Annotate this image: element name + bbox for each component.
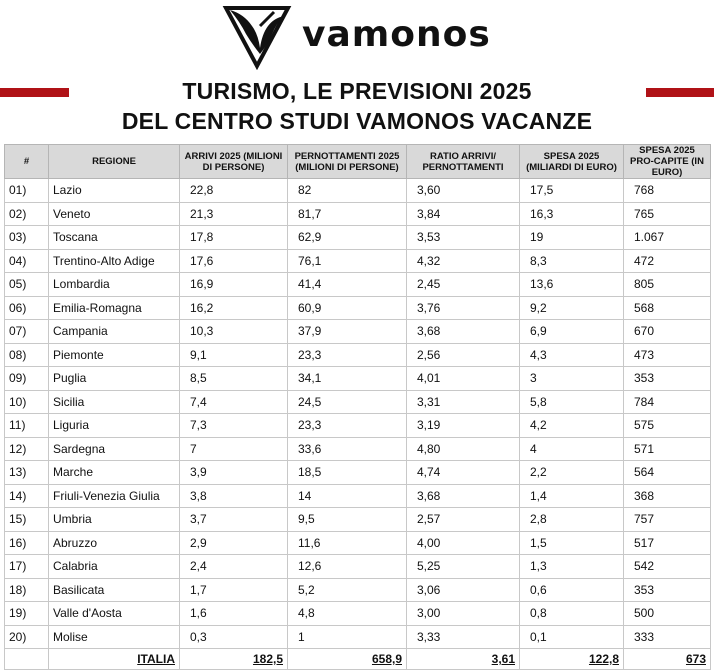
cell-col-spend: 4: [520, 437, 624, 461]
cell-col-region: Abruzzo: [49, 531, 180, 555]
cell-col-spend: 2,8: [520, 508, 624, 532]
cell-col-spend: 0,8: [520, 602, 624, 626]
cell-col-spend: 4,3: [520, 343, 624, 367]
cell-col-spend: 8,3: [520, 249, 624, 273]
cell-col-spend-per-capita: 765: [624, 202, 711, 226]
cell-col-ratio: 4,01: [407, 367, 520, 391]
cell-col-index: 18): [5, 578, 49, 602]
cell-col-arrivals: 7: [180, 437, 288, 461]
cell-col-arrivals: 2,4: [180, 555, 288, 579]
cell-col-spend-per-capita: 353: [624, 578, 711, 602]
cell-col-index: 13): [5, 461, 49, 485]
cell-col-region: Molise: [49, 625, 180, 649]
cell-col-spend-per-capita: 472: [624, 249, 711, 273]
table-row: [5, 249, 711, 273]
cell-col-index: 11): [5, 414, 49, 438]
table-row: [5, 484, 711, 508]
cell-col-region: Sicilia: [49, 390, 180, 414]
table-row: [5, 273, 711, 297]
cell-col-nights: 82: [288, 179, 407, 203]
cell-col-arrivals: 3,8: [180, 484, 288, 508]
cell-col-spend: 5,8: [520, 390, 624, 414]
cell-col-spend: 9,2: [520, 296, 624, 320]
cell-col-ratio: 3,68: [407, 320, 520, 344]
cell-col-region: Campania: [49, 320, 180, 344]
header-col-arrivals: ARRIVI 2025 (MILIONI DI PERSONE): [180, 145, 288, 179]
cell-col-region: Basilicata: [49, 578, 180, 602]
cell-col-spend: 0,1: [520, 625, 624, 649]
table-row: [5, 531, 711, 555]
cell-col-spend-per-capita: 517: [624, 531, 711, 555]
cell-col-nights: 41,4: [288, 273, 407, 297]
cell-col-index: 08): [5, 343, 49, 367]
cell-col-spend-per-capita: 571: [624, 437, 711, 461]
cell-col-ratio: 3,31: [407, 390, 520, 414]
cell-col-region: Emilia-Romagna: [49, 296, 180, 320]
cell-col-arrivals: 0,3: [180, 625, 288, 649]
cell-col-spend: 2,2: [520, 461, 624, 485]
cell-col-nights: 4,8: [288, 602, 407, 626]
cell-col-spend-per-capita: 805: [624, 273, 711, 297]
table-row: [5, 602, 711, 626]
cell-col-arrivals: 3,9: [180, 461, 288, 485]
cell-col-spend: 3: [520, 367, 624, 391]
cell-col-index: 12): [5, 437, 49, 461]
total-col-index: [5, 649, 49, 670]
cell-col-ratio: 4,80: [407, 437, 520, 461]
cell-col-ratio: 3,06: [407, 578, 520, 602]
cell-col-region: Umbria: [49, 508, 180, 532]
cell-col-region: Toscana: [49, 226, 180, 250]
cell-col-arrivals: 7,3: [180, 414, 288, 438]
cell-col-arrivals: 17,8: [180, 226, 288, 250]
cell-col-nights: 76,1: [288, 249, 407, 273]
cell-col-index: 17): [5, 555, 49, 579]
cell-col-index: 06): [5, 296, 49, 320]
cell-col-region: Calabria: [49, 555, 180, 579]
cell-col-region: Friuli-Venezia Giulia: [49, 484, 180, 508]
cell-col-arrivals: 7,4: [180, 390, 288, 414]
table-row: [5, 226, 711, 250]
cell-col-nights: 12,6: [288, 555, 407, 579]
hummingbird-shield-logo-icon: [222, 4, 292, 70]
cell-col-arrivals: 1,6: [180, 602, 288, 626]
cell-col-region: Lazio: [49, 179, 180, 203]
cell-col-nights: 34,1: [288, 367, 407, 391]
cell-col-spend: 17,5: [520, 179, 624, 203]
total-col-spend: 122,8: [520, 649, 624, 670]
table-row: [5, 625, 711, 649]
page-title-line2: DEL CENTRO STUDI VAMONOS VACANZE: [121, 108, 593, 134]
table-total-row: [5, 649, 711, 670]
cell-col-spend-per-capita: 473: [624, 343, 711, 367]
cell-col-spend: 1,4: [520, 484, 624, 508]
cell-col-index: 02): [5, 202, 49, 226]
table-row: [5, 555, 711, 579]
cell-col-index: 09): [5, 367, 49, 391]
cell-col-spend-per-capita: 353: [624, 367, 711, 391]
table-row: [5, 296, 711, 320]
total-col-region: ITALIA: [49, 649, 180, 670]
header-col-spend-per-capita: SPESA 2025 PRO-CAPITE (IN EURO): [624, 145, 711, 179]
cell-col-spend: 16,3: [520, 202, 624, 226]
header-col-nights: PERNOTTAMENTI 2025 (MILIONI DI PERSONE): [288, 145, 407, 179]
cell-col-spend: 0,6: [520, 578, 624, 602]
cell-col-nights: 9,5: [288, 508, 407, 532]
cell-col-spend-per-capita: 670: [624, 320, 711, 344]
cell-col-ratio: 2,56: [407, 343, 520, 367]
table-header-row: [5, 145, 711, 179]
table-row: [5, 367, 711, 391]
cell-col-arrivals: 1,7: [180, 578, 288, 602]
brand-logo: [222, 4, 492, 70]
total-col-nights: 658,9: [288, 649, 407, 670]
cell-col-ratio: 5,25: [407, 555, 520, 579]
table-row: [5, 390, 711, 414]
cell-col-spend-per-capita: 1.067: [624, 226, 711, 250]
table-row: [5, 437, 711, 461]
cell-col-spend-per-capita: 768: [624, 179, 711, 203]
header-col-spend: SPESA 2025 (MILIARDI DI EURO): [520, 145, 624, 179]
cell-col-ratio: 3,00: [407, 602, 520, 626]
table-row: [5, 578, 711, 602]
cell-col-ratio: 3,33: [407, 625, 520, 649]
cell-col-index: 04): [5, 249, 49, 273]
cell-col-region: Lombardia: [49, 273, 180, 297]
brand-name: vamonos: [302, 14, 491, 55]
cell-col-nights: 24,5: [288, 390, 407, 414]
cell-col-nights: 23,3: [288, 414, 407, 438]
cell-col-index: 05): [5, 273, 49, 297]
cell-col-arrivals: 16,2: [180, 296, 288, 320]
table-row: [5, 202, 711, 226]
cell-col-region: Valle d'Aosta: [49, 602, 180, 626]
cell-col-ratio: 4,32: [407, 249, 520, 273]
cell-col-ratio: 2,45: [407, 273, 520, 297]
cell-col-nights: 23,3: [288, 343, 407, 367]
cell-col-nights: 37,9: [288, 320, 407, 344]
cell-col-ratio: 2,57: [407, 508, 520, 532]
header-col-ratio: RATIO ARRIVI/ PERNOTTAMENTI: [407, 145, 520, 179]
cell-col-nights: 14: [288, 484, 407, 508]
cell-col-index: 07): [5, 320, 49, 344]
cell-col-nights: 5,2: [288, 578, 407, 602]
table-row: [5, 508, 711, 532]
cell-col-arrivals: 22,8: [180, 179, 288, 203]
total-col-spend-per-capita: 673: [624, 649, 711, 670]
cell-col-arrivals: 3,7: [180, 508, 288, 532]
cell-col-region: Marche: [49, 461, 180, 485]
cell-col-spend: 1,3: [520, 555, 624, 579]
cell-col-arrivals: 17,6: [180, 249, 288, 273]
cell-col-region: Puglia: [49, 367, 180, 391]
regions-table: [4, 144, 711, 670]
cell-col-spend-per-capita: 757: [624, 508, 711, 532]
table-row: [5, 343, 711, 367]
cell-col-nights: 62,9: [288, 226, 407, 250]
cell-col-spend-per-capita: 500: [624, 602, 711, 626]
table-row: [5, 414, 711, 438]
table-row: [5, 461, 711, 485]
cell-col-index: 10): [5, 390, 49, 414]
cell-col-nights: 60,9: [288, 296, 407, 320]
cell-col-ratio: 3,84: [407, 202, 520, 226]
cell-col-index: 03): [5, 226, 49, 250]
cell-col-arrivals: 2,9: [180, 531, 288, 555]
cell-col-nights: 33,6: [288, 437, 407, 461]
cell-col-ratio: 3,68: [407, 484, 520, 508]
cell-col-arrivals: 21,3: [180, 202, 288, 226]
table-row: [5, 320, 711, 344]
total-col-arrivals: 182,5: [180, 649, 288, 670]
cell-col-index: 15): [5, 508, 49, 532]
cell-col-arrivals: 10,3: [180, 320, 288, 344]
cell-col-spend: 13,6: [520, 273, 624, 297]
cell-col-spend-per-capita: 333: [624, 625, 711, 649]
cell-col-index: 20): [5, 625, 49, 649]
cell-col-spend-per-capita: 568: [624, 296, 711, 320]
cell-col-arrivals: 9,1: [180, 343, 288, 367]
cell-col-ratio: 3,53: [407, 226, 520, 250]
total-col-ratio: 3,61: [407, 649, 520, 670]
cell-col-nights: 11,6: [288, 531, 407, 555]
cell-col-spend-per-capita: 575: [624, 414, 711, 438]
cell-col-spend-per-capita: 784: [624, 390, 711, 414]
cell-col-ratio: 3,60: [407, 179, 520, 203]
header-col-index: #: [5, 145, 49, 179]
cell-col-region: Trentino-Alto Adige: [49, 249, 180, 273]
cell-col-index: 14): [5, 484, 49, 508]
cell-col-spend-per-capita: 368: [624, 484, 711, 508]
cell-col-arrivals: 8,5: [180, 367, 288, 391]
cell-col-ratio: 3,76: [407, 296, 520, 320]
header-col-region: REGIONE: [49, 145, 180, 179]
cell-col-spend: 19: [520, 226, 624, 250]
cell-col-spend: 6,9: [520, 320, 624, 344]
page-title-line1: TURISMO, LE PREVISIONI 2025: [182, 78, 532, 104]
cell-col-ratio: 4,00: [407, 531, 520, 555]
cell-col-region: Liguria: [49, 414, 180, 438]
cell-col-index: 16): [5, 531, 49, 555]
cell-col-region: Sardegna: [49, 437, 180, 461]
table-body: [5, 179, 711, 670]
table-row: [5, 179, 711, 203]
cell-col-spend: 1,5: [520, 531, 624, 555]
cell-col-spend-per-capita: 564: [624, 461, 711, 485]
cell-col-region: Veneto: [49, 202, 180, 226]
cell-col-spend: 4,2: [520, 414, 624, 438]
cell-col-ratio: 4,74: [407, 461, 520, 485]
cell-col-spend-per-capita: 542: [624, 555, 711, 579]
cell-col-region: Piemonte: [49, 343, 180, 367]
cell-col-arrivals: 16,9: [180, 273, 288, 297]
cell-col-index: 19): [5, 602, 49, 626]
cell-col-ratio: 3,19: [407, 414, 520, 438]
cell-col-nights: 1: [288, 625, 407, 649]
cell-col-nights: 18,5: [288, 461, 407, 485]
cell-col-index: 01): [5, 179, 49, 203]
cell-col-nights: 81,7: [288, 202, 407, 226]
